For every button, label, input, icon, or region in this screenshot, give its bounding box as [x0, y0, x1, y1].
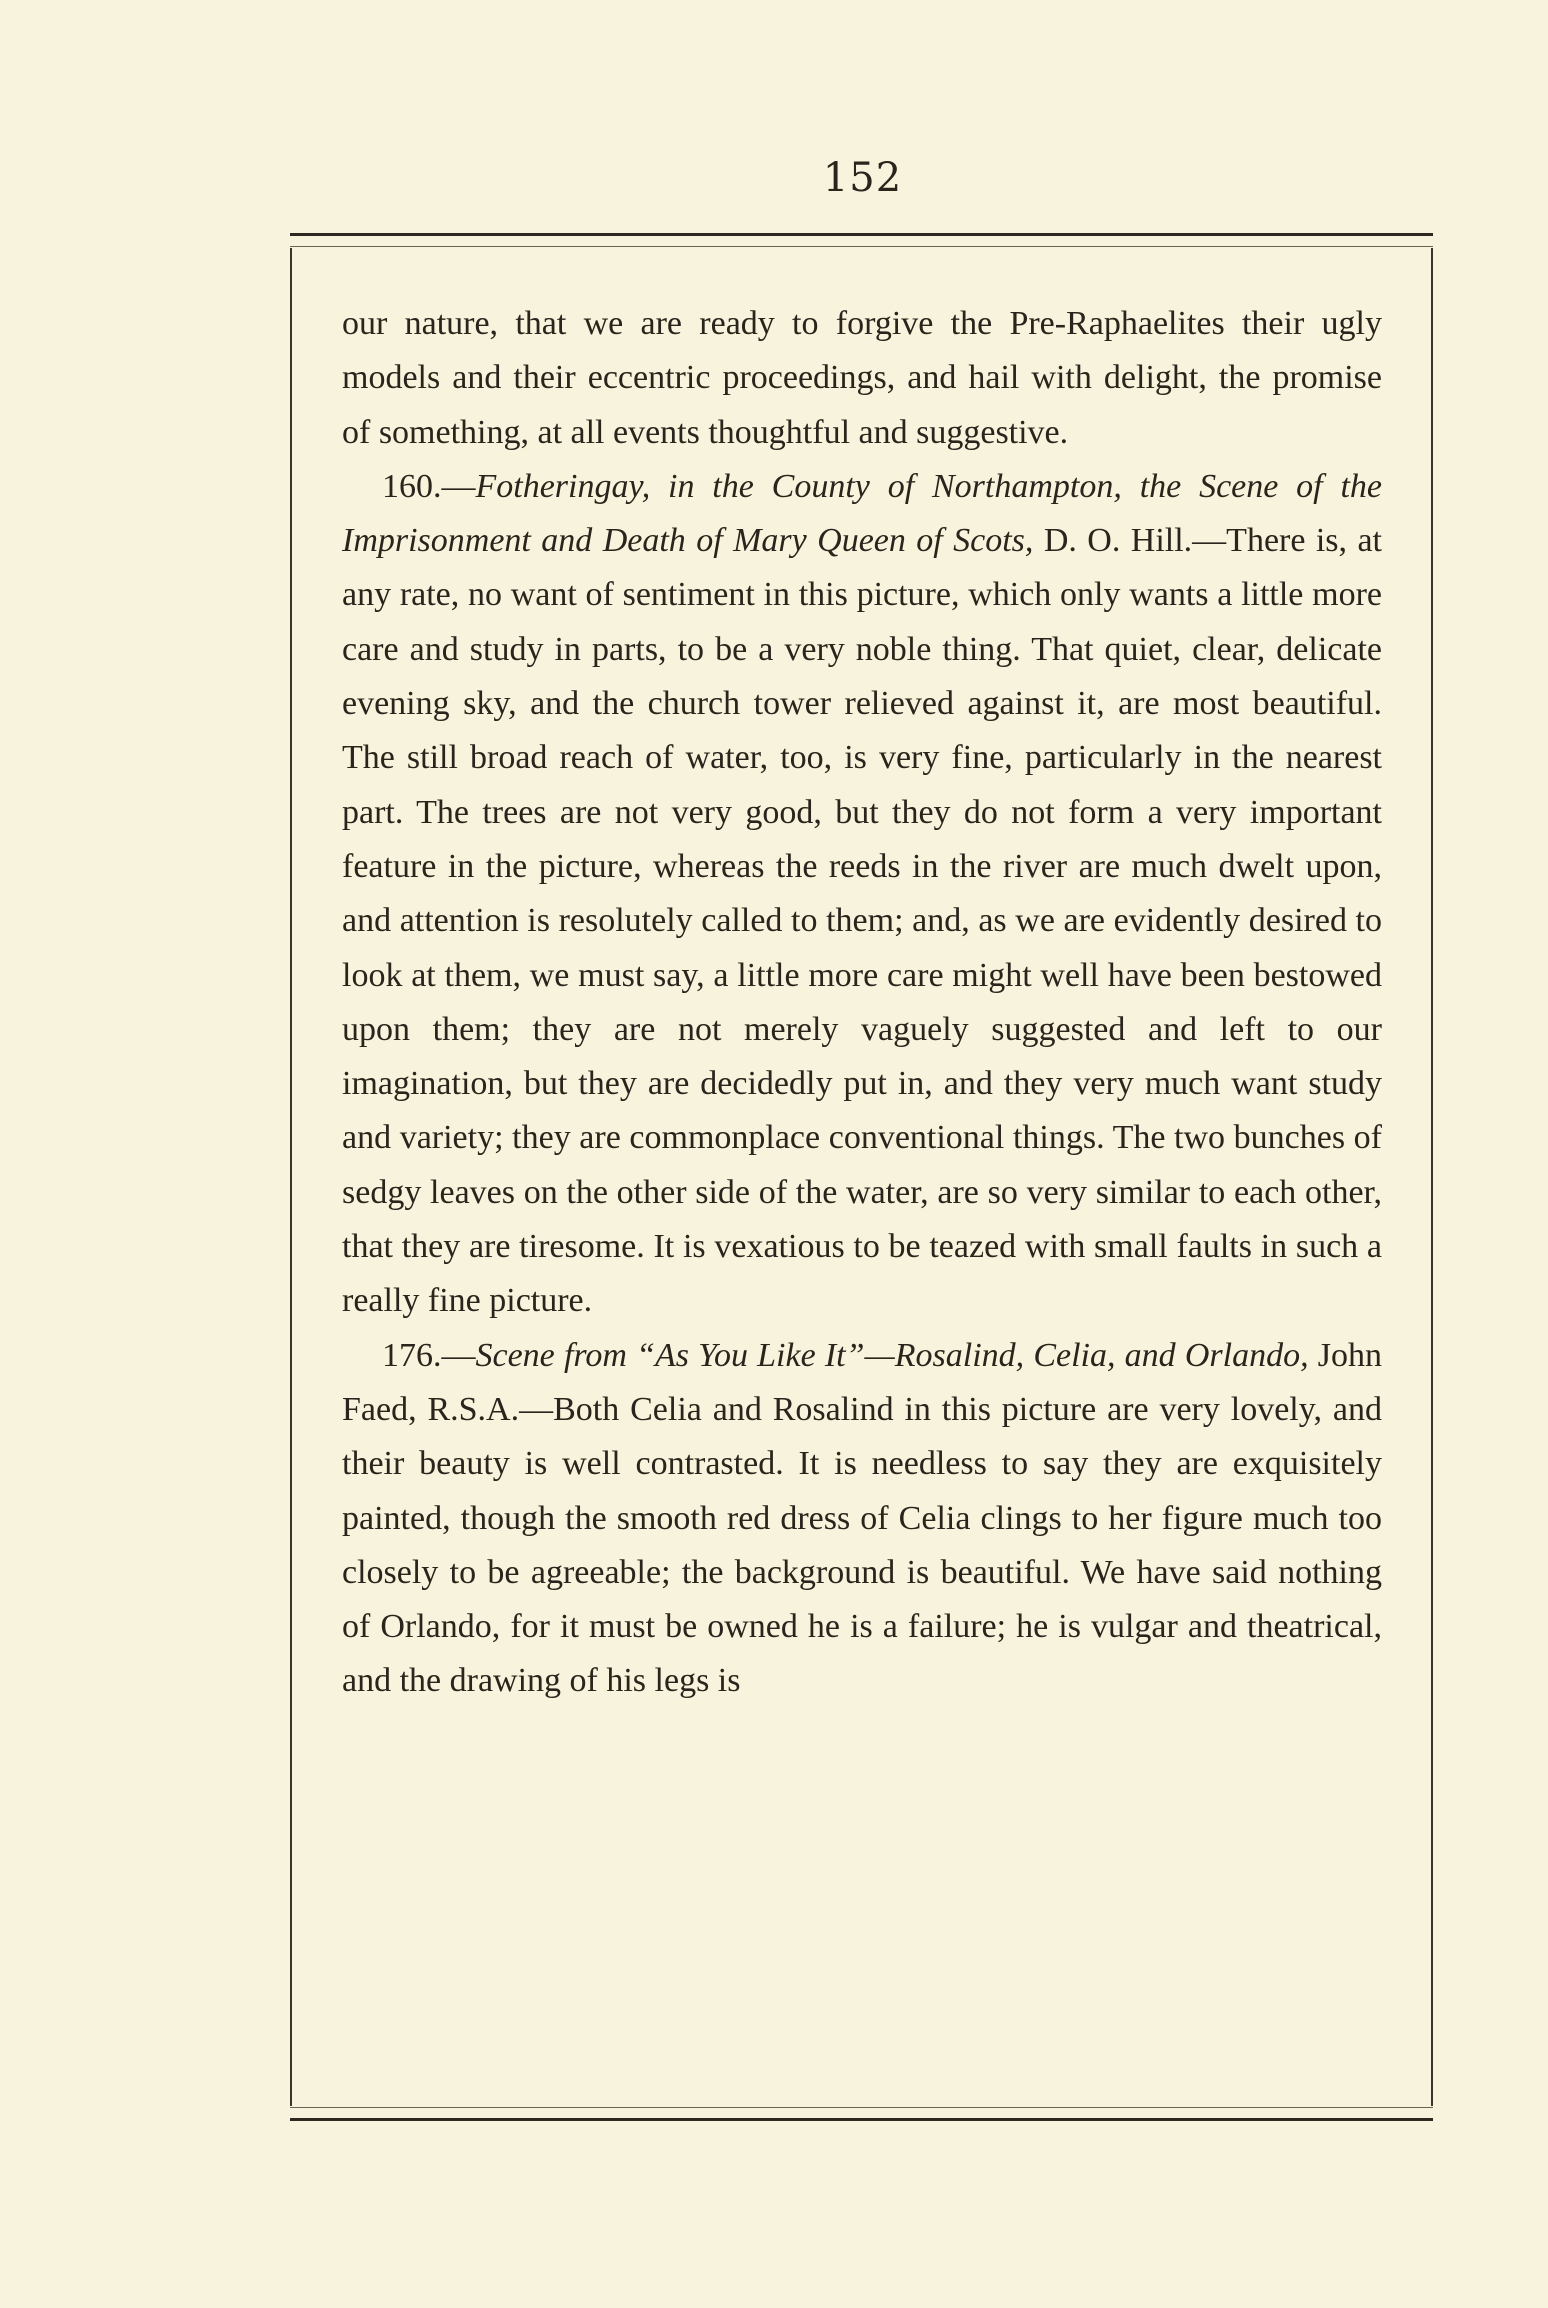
entry-title: Scene from “As You Like It”—Rosalind, Celia, and Orlando,: [475, 1336, 1309, 1374]
catalogue-entry-160: [342, 460, 1382, 1329]
entry-text: —There is, at any rate, no want of sentiment in this picture, which only wants a little more care and study in parts, to be a very noble thing. That quiet, clear, delicate evening sky, and the church tower relieved against it, are most beautiful. The still broad reach of water, too, is very fine, particularly in the nearest part. The trees are not very good, but they do not form a very important feature in the picture, whereas the reeds in the river are much dwelt upon, and attention is resolutely called to them; and, as we are evidently desired to look at them, we must say, a little more care might well have been bestowed upon them; they are not merely vaguely suggested and left to our imagination, but they are decidedly put in, and they very much want study and variety; they are commonplace conventional things. The two bunches of sedgy leaves on the other side of the water, are so very similar to each other, that they are tiresome. It is vexatious to be teazed with small faults in such a really fine picture.: [342, 522, 1382, 1320]
entry-text: —Both Celia and Rosalind in this picture are very lovely, and their beauty is well contrasted. It is needless to say they are exquisitely painted, though the smooth red dress of Celia clings to her figure much too closely to be agreeable; the background is beautiful. We have said nothing of Orlando, for it must be owned he is a failure; he is vulgar and theatrical, and the drawing of his legs is: [342, 1390, 1382, 1700]
frame-inner-bottom-rule: [290, 2107, 1433, 2108]
page-number: 152: [822, 155, 903, 201]
frame-inner-top-rule: [290, 246, 1433, 247]
entry-artist: D. O. Hill.: [1033, 522, 1193, 560]
paragraph-continued: our nature, that we are ready to forgive the Pre-Raphaelites their ugly models and their eccentric proceedings, and hail with delight, the promise of something, at all events thoughtful and suggestive.: [342, 305, 1382, 451]
entry-number: 176.—: [382, 1336, 476, 1374]
frame-left-rule: [290, 248, 292, 2106]
entry-artist: John Faed, R.S.A.: [342, 1336, 1383, 1428]
body-text: [342, 297, 1382, 1709]
entry-title: Fotheringay, in the County of Northampton, the Scene of the Imprisonment and Death of Mary Queen of Scots,: [342, 467, 1382, 560]
entry-number: 160.—: [382, 467, 476, 505]
frame-right-rule: [1431, 248, 1433, 2106]
catalogue-entry-176: [342, 1329, 1382, 1709]
